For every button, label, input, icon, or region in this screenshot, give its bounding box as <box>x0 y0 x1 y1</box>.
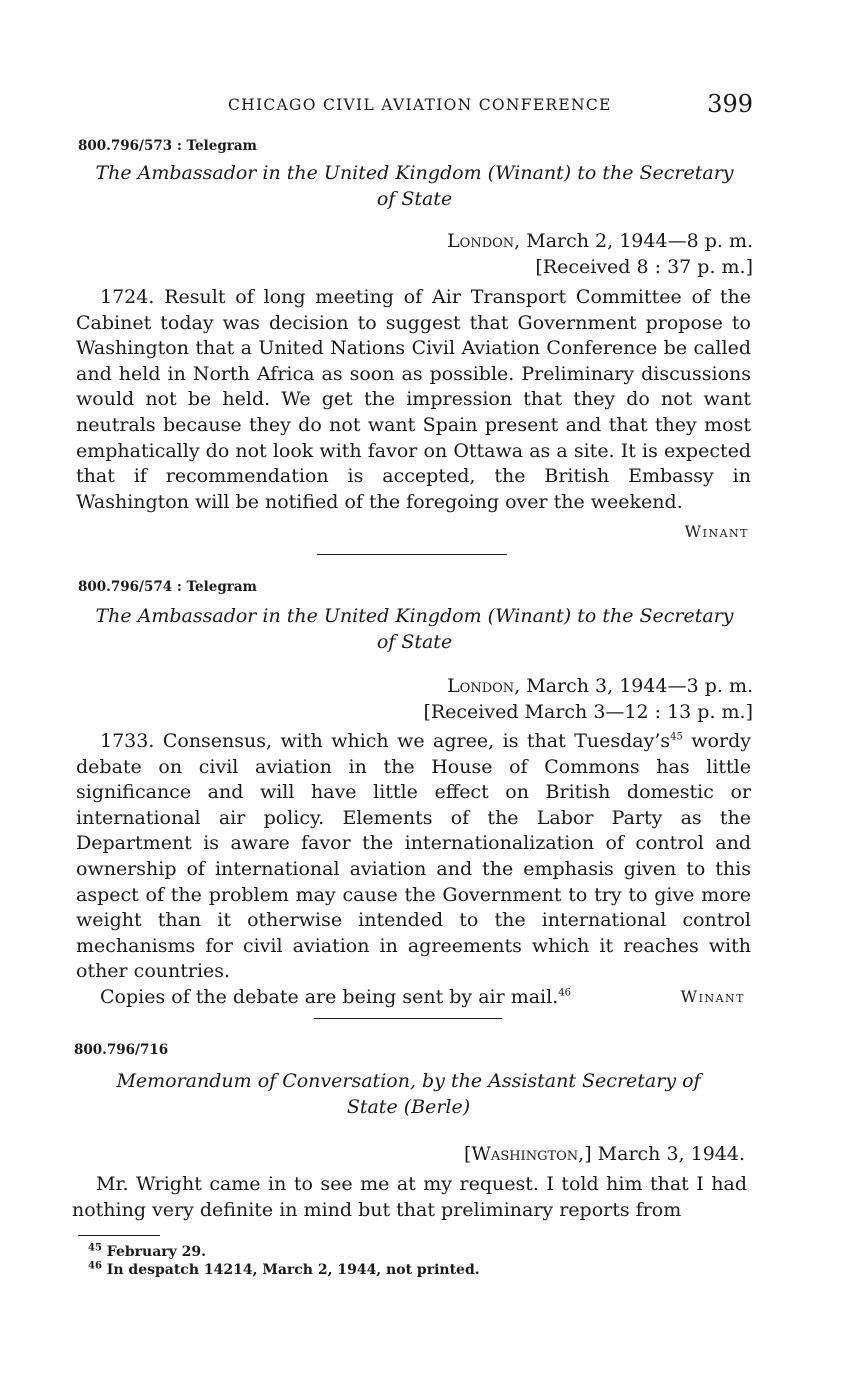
section-divider <box>317 554 507 555</box>
doc1-title-line2: of State <box>376 188 453 210</box>
doc2-title-line2: of State <box>376 631 453 653</box>
doc3-file-number: 800.796/716 <box>74 1042 169 1058</box>
doc2-title-line1: The Ambassador in the United Kingdom (Winant) to the Secretary <box>95 605 734 627</box>
doc2-date: March 3, 1944—3 p. m. <box>526 675 753 697</box>
footnotes <box>88 1243 480 1279</box>
footnote-text: In despatch 14214, March 2, 1944, not printed. <box>106 1262 480 1278</box>
doc1-body <box>76 285 751 515</box>
doc3-date: March 3, 1944. <box>597 1143 745 1165</box>
footnote-ref-46: 46 <box>558 987 571 999</box>
page-number: 399 <box>707 90 753 118</box>
doc2-file-number: 800.796/574 : Telegram <box>78 579 257 595</box>
doc2-received: [Received March 3—12 : 13 p. m.] <box>423 701 753 723</box>
doc1-received: [Received 8 : 37 p. m.] <box>535 256 753 278</box>
doc2-dateline <box>423 673 753 725</box>
doc1-dateline <box>447 228 753 280</box>
doc2-paragraph-1 <box>76 729 751 985</box>
doc2-paragraph-2 <box>76 985 751 1011</box>
doc3-title-line1: Memorandum of Conversation, by the Assistant Secretary of <box>116 1070 701 1092</box>
doc3-paragraph: Mr. Wright came in to see me at my request. I told him that I had nothing very definite in mind but that preliminary reports from <box>72 1173 747 1221</box>
footnote-ref-45: 45 <box>670 731 683 743</box>
doc1-date: March 2, 1944—8 p. m. <box>526 230 753 252</box>
doc3-title <box>70 1068 747 1120</box>
doc3-body <box>72 1172 747 1223</box>
doc3-title-line2: State (Berle) <box>346 1096 471 1118</box>
page-header <box>76 92 753 122</box>
footnote-number: 45 <box>88 1242 102 1254</box>
footnote-text: February 29. <box>106 1244 207 1260</box>
doc2-body-part2: wordy debate on civil aviation in the House of Commons has little significance and will have little effect on British domestic or international air policy. Elements of the Labor Party as the Department is aware favor the internationalization of control and ownership of international aviation and the emphasis given to this aspect of the problem may cause the Government to try to give more weight than it otherwise intended to the international control mechanisms for civil aviation in agreements which it reaches with other countries. <box>76 730 751 983</box>
doc1-title-line1: The Ambassador in the United Kingdom (Winant) to the Secretary <box>95 162 734 184</box>
doc2-para2-text: Copies of the debate are being sent by air mail. <box>100 985 559 1008</box>
doc2-body-part1: 1733. Consensus, with which we agree, is that Tuesday’s <box>100 730 671 752</box>
doc2-signature: Winant <box>680 987 745 1006</box>
running-title: CHICAGO CIVIL AVIATION CONFERENCE <box>228 96 612 114</box>
doc1-title <box>76 160 753 212</box>
doc3-place: [Washington,] <box>463 1143 592 1165</box>
footnote-46 <box>88 1261 480 1279</box>
doc1-signature: Winant <box>684 522 749 541</box>
doc2-body <box>76 729 751 1011</box>
section-divider <box>314 1018 502 1019</box>
doc2-title <box>76 603 753 655</box>
doc2-place: London, <box>447 675 521 697</box>
footnote-45 <box>88 1243 480 1261</box>
doc1-paragraph: 1724. Result of long meeting of Air Transport Committee of the Cabinet today was decision to suggest that Government propose to Washington that a United Nations Civil Aviation Conference be called and held in North Africa as soon as possible. Preliminary discussions would not be held. We get the impression that they do not want neutrals because they do not want Spain present and that they most emphatically do not look with favor on Ottawa as a site. It is expected that if recommendation is accepted, the British Embassy in Washington will be notified of the foregoing over the weekend. <box>76 286 751 513</box>
doc1-file-number: 800.796/573 : Telegram <box>78 138 257 154</box>
footnote-number: 46 <box>88 1260 102 1272</box>
doc1-place: London, <box>447 230 521 252</box>
footnote-rule <box>78 1235 160 1236</box>
doc3-dateline <box>464 1141 745 1167</box>
